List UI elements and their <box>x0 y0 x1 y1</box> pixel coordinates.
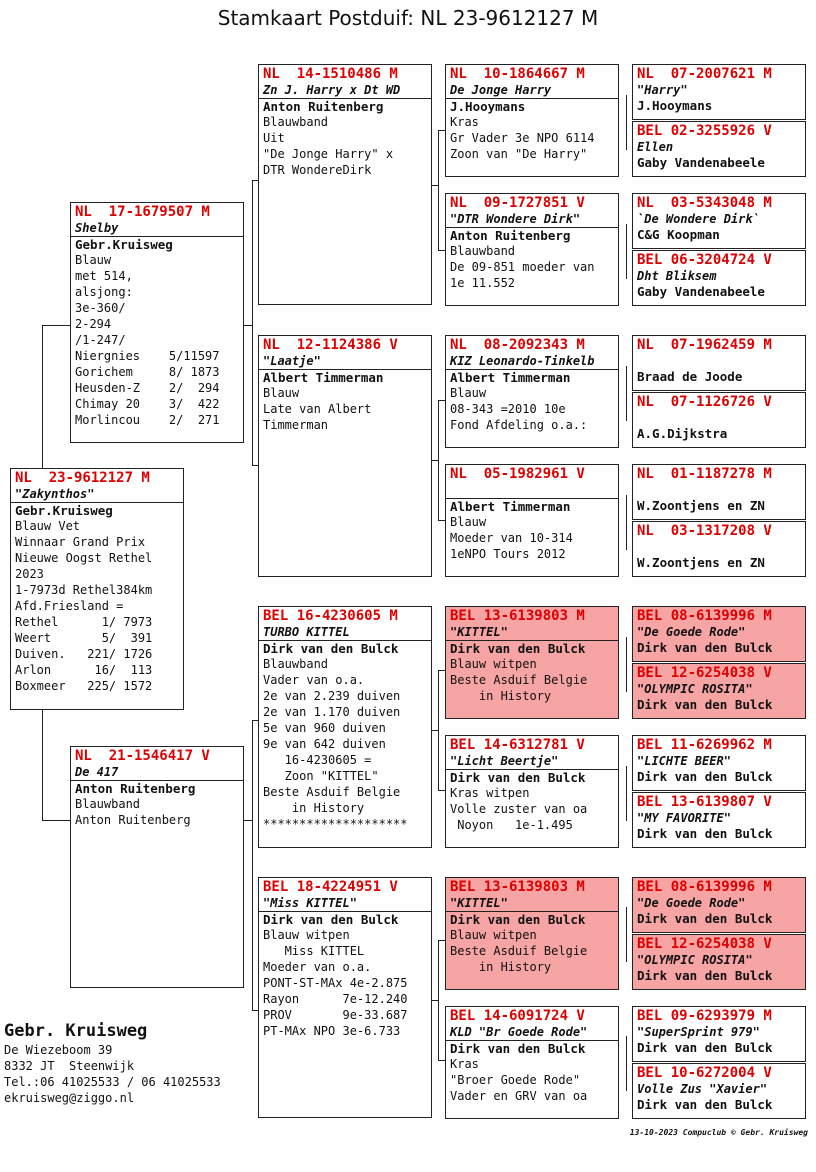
owner: Dirk van den Bulck <box>637 697 773 712</box>
info-line: Blauw witpen <box>450 657 537 671</box>
info-line: 1e 11.552 <box>450 276 516 290</box>
owner: Anton Ruitenberg <box>75 781 196 796</box>
breeder-address: De Wiezeboom 39 <box>4 1043 113 1057</box>
info-line: in History <box>450 689 552 703</box>
info-line: Timmerman <box>263 418 329 432</box>
owner: A.G.Dijkstra <box>637 426 728 441</box>
pigeon-name: "LICHTE BEER" <box>637 754 731 768</box>
great-great-grandparent-card[interactable] <box>632 1063 806 1119</box>
info-line: Rethel 1/ 7973 <box>15 615 153 629</box>
info-line: Uit <box>263 131 285 145</box>
info-line: Beste Asduif Belgie <box>450 944 588 958</box>
great-grandparent-card[interactable] <box>445 335 619 448</box>
info-line: Nieuwe Oogst Rethel <box>15 551 153 565</box>
great-great-grandparent-card[interactable] <box>632 193 806 249</box>
pigeon-name: Shelby <box>75 221 119 235</box>
owner: Albert Timmerman <box>450 499 571 514</box>
info-line: Beste Asduif Belgie <box>450 673 588 687</box>
ring-number: NL 07-1126726 V <box>637 394 772 410</box>
pigeon-name <box>446 483 618 498</box>
page-title: Stamkaart Postduif: NL 23-9612127 M <box>217 6 599 30</box>
info-line: Moeder van 10-314 <box>450 531 573 545</box>
great-great-grandparent-card[interactable] <box>632 606 806 662</box>
info-line: 1eNPO Tours 2012 <box>450 547 566 561</box>
ring-number: NL 05-1982961 V <box>450 466 585 482</box>
info-line: Blauw <box>450 386 487 400</box>
owner: J.Hooymans <box>637 98 713 113</box>
pigeon-name: "SuperSprint 979" <box>637 1025 760 1039</box>
info-line: Afd.Friesland = <box>15 599 124 613</box>
owner: Dirk van den Bulck <box>637 769 773 784</box>
ring-number: BEL 06-3204724 V <box>637 252 772 268</box>
owner: C&G Koopman <box>637 227 720 242</box>
info-line: Miss KITTEL <box>263 944 365 958</box>
great-great-grandparent-card[interactable] <box>632 64 806 120</box>
footer-note: 13-10-2023 Compuclub © Gebr. Kruisweg <box>629 1128 808 1137</box>
info-line: 08-343 =2010 10e <box>450 402 566 416</box>
pigeon-name: "Miss KITTEL" <box>263 896 357 910</box>
ring-number: BEL 12-6254038 V <box>637 665 772 681</box>
owner: Dirk van den Bulck <box>263 641 399 656</box>
owner: Dirk van den Bulck <box>637 911 773 926</box>
info-line: 2023 <box>15 567 44 581</box>
pigeon-name: Ellen <box>637 140 674 154</box>
info-line: Zoon van "De Harry" <box>450 147 588 161</box>
info-line: Anton Ruitenberg <box>75 813 191 827</box>
info-line: 9e van 642 duiven <box>263 737 386 751</box>
owner: Dirk van den Bulck <box>450 641 586 656</box>
pigeon-name: De Jonge Harry <box>450 83 552 97</box>
owner: W.Zoontjens en ZN <box>637 498 765 513</box>
pigeon-name: KLD "Br Goede Rode" <box>450 1025 588 1039</box>
info-line: Kras <box>450 115 479 129</box>
ring-number: BEL 14-6312781 V <box>450 737 585 753</box>
info-line: PT-MAx NPO 3e-6.733 <box>263 1024 401 1038</box>
info-line: 3e-360/ <box>75 301 126 315</box>
owner: Albert Timmerman <box>263 370 384 385</box>
owner: Gaby Vandenabeele <box>637 284 765 299</box>
owner: Dirk van den Bulck <box>637 1097 773 1112</box>
info-line: in History <box>263 801 365 815</box>
info-line: Fond Afdeling o.a.: <box>450 418 588 432</box>
breeder-info <box>4 1020 221 1106</box>
subject-card[interactable] <box>10 468 184 710</box>
great-grandparent-card[interactable] <box>445 877 619 990</box>
info-line: Winnaar Grand Prix <box>15 535 146 549</box>
great-grandparent-card[interactable] <box>445 606 619 719</box>
breeder-email: ekruisweg@ziggo.nl <box>4 1091 135 1105</box>
info-line: Weert 5/ 391 <box>15 631 153 645</box>
info-line: Beste Asduif Belgie <box>263 785 401 799</box>
owner: Braad de Joode <box>637 369 743 384</box>
info-line: "De Jonge Harry" x <box>263 147 394 161</box>
ring-number: BEL 18-4224951 V <box>263 879 398 895</box>
ring-number: BEL 11-6269962 M <box>637 737 772 753</box>
info-line: Blauwband <box>75 797 141 811</box>
owner: Dirk van den Bulck <box>450 1041 586 1056</box>
pigeon-name: "De Goede Rode" <box>637 625 746 639</box>
grandparent-card[interactable] <box>258 64 432 305</box>
mother-card[interactable] <box>70 746 244 988</box>
pigeon-name <box>633 483 805 498</box>
ring-number: NL 03-5343048 M <box>637 195 772 211</box>
owner: Dirk van den Bulck <box>450 770 586 785</box>
ring-number: NL 03-1317208 V <box>637 523 772 539</box>
pigeon-name: "De Goede Rode" <box>637 896 746 910</box>
great-great-grandparent-card[interactable] <box>632 335 806 391</box>
ring-number: NL 01-1187278 M <box>637 466 772 482</box>
pigeon-name: KIZ Leonardo-Tinkelb <box>450 354 595 368</box>
pigeon-name: "Laatje" <box>263 354 321 368</box>
info-line: 2-294 <box>75 317 112 331</box>
info-line: Blauw witpen <box>263 928 350 942</box>
great-grandparent-card[interactable] <box>445 193 619 306</box>
info-line: "Broer Goede Rode" <box>450 1073 581 1087</box>
info-line: in History <box>450 960 552 974</box>
pigeon-name: "OLYMPIC ROSITA" <box>637 953 753 967</box>
pigeon-name: "Harry" <box>637 83 688 97</box>
ring-number: BEL 13-6139803 M <box>450 608 585 624</box>
owner: Dirk van den Bulck <box>637 826 773 841</box>
great-grandparent-card[interactable] <box>445 1006 619 1119</box>
great-great-grandparent-card[interactable] <box>632 792 806 848</box>
ring-number: BEL 16-4230605 M <box>263 608 398 624</box>
breeder-phone: Tel.:06 41025533 / 06 41025533 <box>4 1075 221 1089</box>
info-line: Late van Albert <box>263 402 372 416</box>
info-line: Moeder van o.a. <box>263 960 372 974</box>
info-line: Duiven. 221/ 1726 <box>15 647 153 661</box>
ring-number: BEL 02-3255926 V <box>637 123 772 139</box>
ring-number: BEL 14-6091724 V <box>450 1008 585 1024</box>
grandparent-card[interactable] <box>258 335 432 577</box>
ring-number: NL 07-2007621 M <box>637 66 772 82</box>
info-line: Gorichem 8/ 1873 <box>75 365 220 379</box>
ring-number: BEL 12-6254038 V <box>637 936 772 952</box>
great-great-grandparent-card[interactable] <box>632 121 806 177</box>
info-line: Blauw Vet <box>15 519 81 533</box>
ring-number: NL 07-1962459 M <box>637 337 772 353</box>
info-line: ******************** <box>263 817 408 831</box>
info-line: PROV 9e-33.687 <box>263 1008 408 1022</box>
pigeon-name <box>633 354 805 369</box>
info-line: Zoon "KITTEL" <box>263 769 379 783</box>
great-great-grandparent-card[interactable] <box>632 735 806 791</box>
owner: Dirk van den Bulck <box>263 912 399 927</box>
pigeon-name: Volle Zus "Xavier" <box>637 1082 768 1096</box>
great-great-grandparent-card[interactable] <box>632 464 806 520</box>
pigeon-name: "Licht Beertje" <box>450 754 559 768</box>
owner: Dirk van den Bulck <box>637 640 773 655</box>
pigeon-name: "MY FAVORITE" <box>637 811 731 825</box>
owner: Gebr.Kruisweg <box>15 503 113 518</box>
ring-number: BEL 13-6139803 M <box>450 879 585 895</box>
owner: Dirk van den Bulck <box>637 968 773 983</box>
ring-number: BEL 08-6139996 M <box>637 879 772 895</box>
info-line: Blauw <box>75 253 112 267</box>
info-line: Blauw <box>450 515 487 529</box>
great-great-grandparent-card[interactable] <box>632 663 806 719</box>
info-line: Noyon 1e-1.495 <box>450 818 573 832</box>
ring-number: NL 12-1124386 V <box>263 337 398 353</box>
info-line: Kras <box>450 1057 479 1071</box>
info-line: PONT-ST-MAx 4e-2.875 <box>263 976 408 990</box>
info-line: 2e van 1.170 duiven <box>263 705 401 719</box>
ring-number: NL 21-1546417 V <box>75 748 210 764</box>
ring-number: NL 23-9612127 M <box>15 470 150 486</box>
info-line: Vader en GRV van oa <box>450 1089 588 1103</box>
owner: W.Zoontjens en ZN <box>637 555 765 570</box>
great-grandparent-card[interactable] <box>445 735 619 848</box>
pigeon-name <box>633 540 805 555</box>
owner: Anton Ruitenberg <box>263 99 384 114</box>
info-line: 16-4230605 = <box>263 753 372 767</box>
grandparent-card[interactable] <box>258 877 432 1118</box>
info-line: 2e van 2.239 duiven <box>263 689 401 703</box>
ring-number: NL 10-1864667 M <box>450 66 585 82</box>
info-line: De 09-851 moeder van <box>450 260 595 274</box>
info-line: Boxmeer 225/ 1572 <box>15 679 153 693</box>
info-line: met 514, <box>75 269 133 283</box>
info-line: Heusden-Z 2/ 294 <box>75 381 220 395</box>
info-line: Blauwband <box>263 115 329 129</box>
owner: Gebr.Kruisweg <box>75 237 173 252</box>
pigeon-name: "OLYMPIC ROSITA" <box>637 682 753 696</box>
grandparent-card[interactable] <box>258 606 432 848</box>
owner: Dirk van den Bulck <box>637 1040 773 1055</box>
great-grandparent-card[interactable] <box>445 464 619 577</box>
info-line: alsjong: <box>75 285 133 299</box>
ring-number: BEL 08-6139996 M <box>637 608 772 624</box>
great-great-grandparent-card[interactable] <box>632 392 806 448</box>
info-line: Niergnies 5/11597 <box>75 349 220 363</box>
info-line: Rayon 7e-12.240 <box>263 992 408 1006</box>
great-grandparent-card[interactable] <box>445 64 619 177</box>
breeder-name: Gebr. Kruisweg <box>4 1021 148 1041</box>
pigeon-name: "DTR Wondere Dirk" <box>450 212 581 226</box>
info-line: Morlincou 2/ 271 <box>75 413 220 427</box>
pigeon-name: "KITTEL" <box>450 625 508 639</box>
info-line: Gr Vader 3e NPO 6114 <box>450 131 595 145</box>
ring-number: BEL 13-6139807 V <box>637 794 772 810</box>
info-line: 1-7973d Rethel384km <box>15 583 153 597</box>
owner: Dirk van den Bulck <box>450 912 586 927</box>
info-line: Blauw witpen <box>450 928 537 942</box>
pigeon-name: De 417 <box>75 765 119 779</box>
pigeon-name: "Zakynthos" <box>15 487 95 501</box>
ring-number: NL 08-2092343 M <box>450 337 585 353</box>
great-great-grandparent-card[interactable] <box>632 1006 806 1062</box>
great-great-grandparent-card[interactable] <box>632 934 806 990</box>
owner: Albert Timmerman <box>450 370 571 385</box>
great-great-grandparent-card[interactable] <box>632 877 806 933</box>
ring-number: NL 14-1510486 M <box>263 66 398 82</box>
breeder-city: 8332 JT Steenwijk <box>4 1059 135 1073</box>
pigeon-name: TURBO KITTEL <box>263 625 350 639</box>
father-card[interactable] <box>70 202 244 443</box>
info-line: Volle zuster van oa <box>450 802 588 816</box>
info-line: Vader van o.a. <box>263 673 365 687</box>
great-great-grandparent-card[interactable] <box>632 250 806 306</box>
info-line: Blauw <box>263 386 300 400</box>
owner: J.Hooymans <box>450 99 526 114</box>
info-line: 5e van 960 duiven <box>263 721 386 735</box>
info-line: Arlon 16/ 113 <box>15 663 153 677</box>
ring-number: BEL 09-6293979 M <box>637 1008 772 1024</box>
info-line: Blauwband <box>263 657 329 671</box>
ring-number: NL 17-1679507 M <box>75 204 210 220</box>
pigeon-name: "KITTEL" <box>450 896 508 910</box>
owner: Gaby Vandenabeele <box>637 155 765 170</box>
owner: Anton Ruitenberg <box>450 228 571 243</box>
pigeon-name: Zn J. Harry x Dt WD <box>263 83 401 97</box>
pigeon-name <box>633 411 805 426</box>
ring-number: BEL 10-6272004 V <box>637 1065 772 1081</box>
info-line: Blauwband <box>450 244 516 258</box>
info-line: Chimay 20 3/ 422 <box>75 397 220 411</box>
pigeon-name: `De Wondere Dirk` <box>637 212 760 226</box>
info-line: DTR WondereDirk <box>263 163 372 177</box>
ring-number: NL 09-1727851 V <box>450 195 585 211</box>
info-line: /1-247/ <box>75 333 126 347</box>
info-line: Kras witpen <box>450 786 530 800</box>
pigeon-name: Dht Bliksem <box>637 269 717 283</box>
great-great-grandparent-card[interactable] <box>632 521 806 577</box>
